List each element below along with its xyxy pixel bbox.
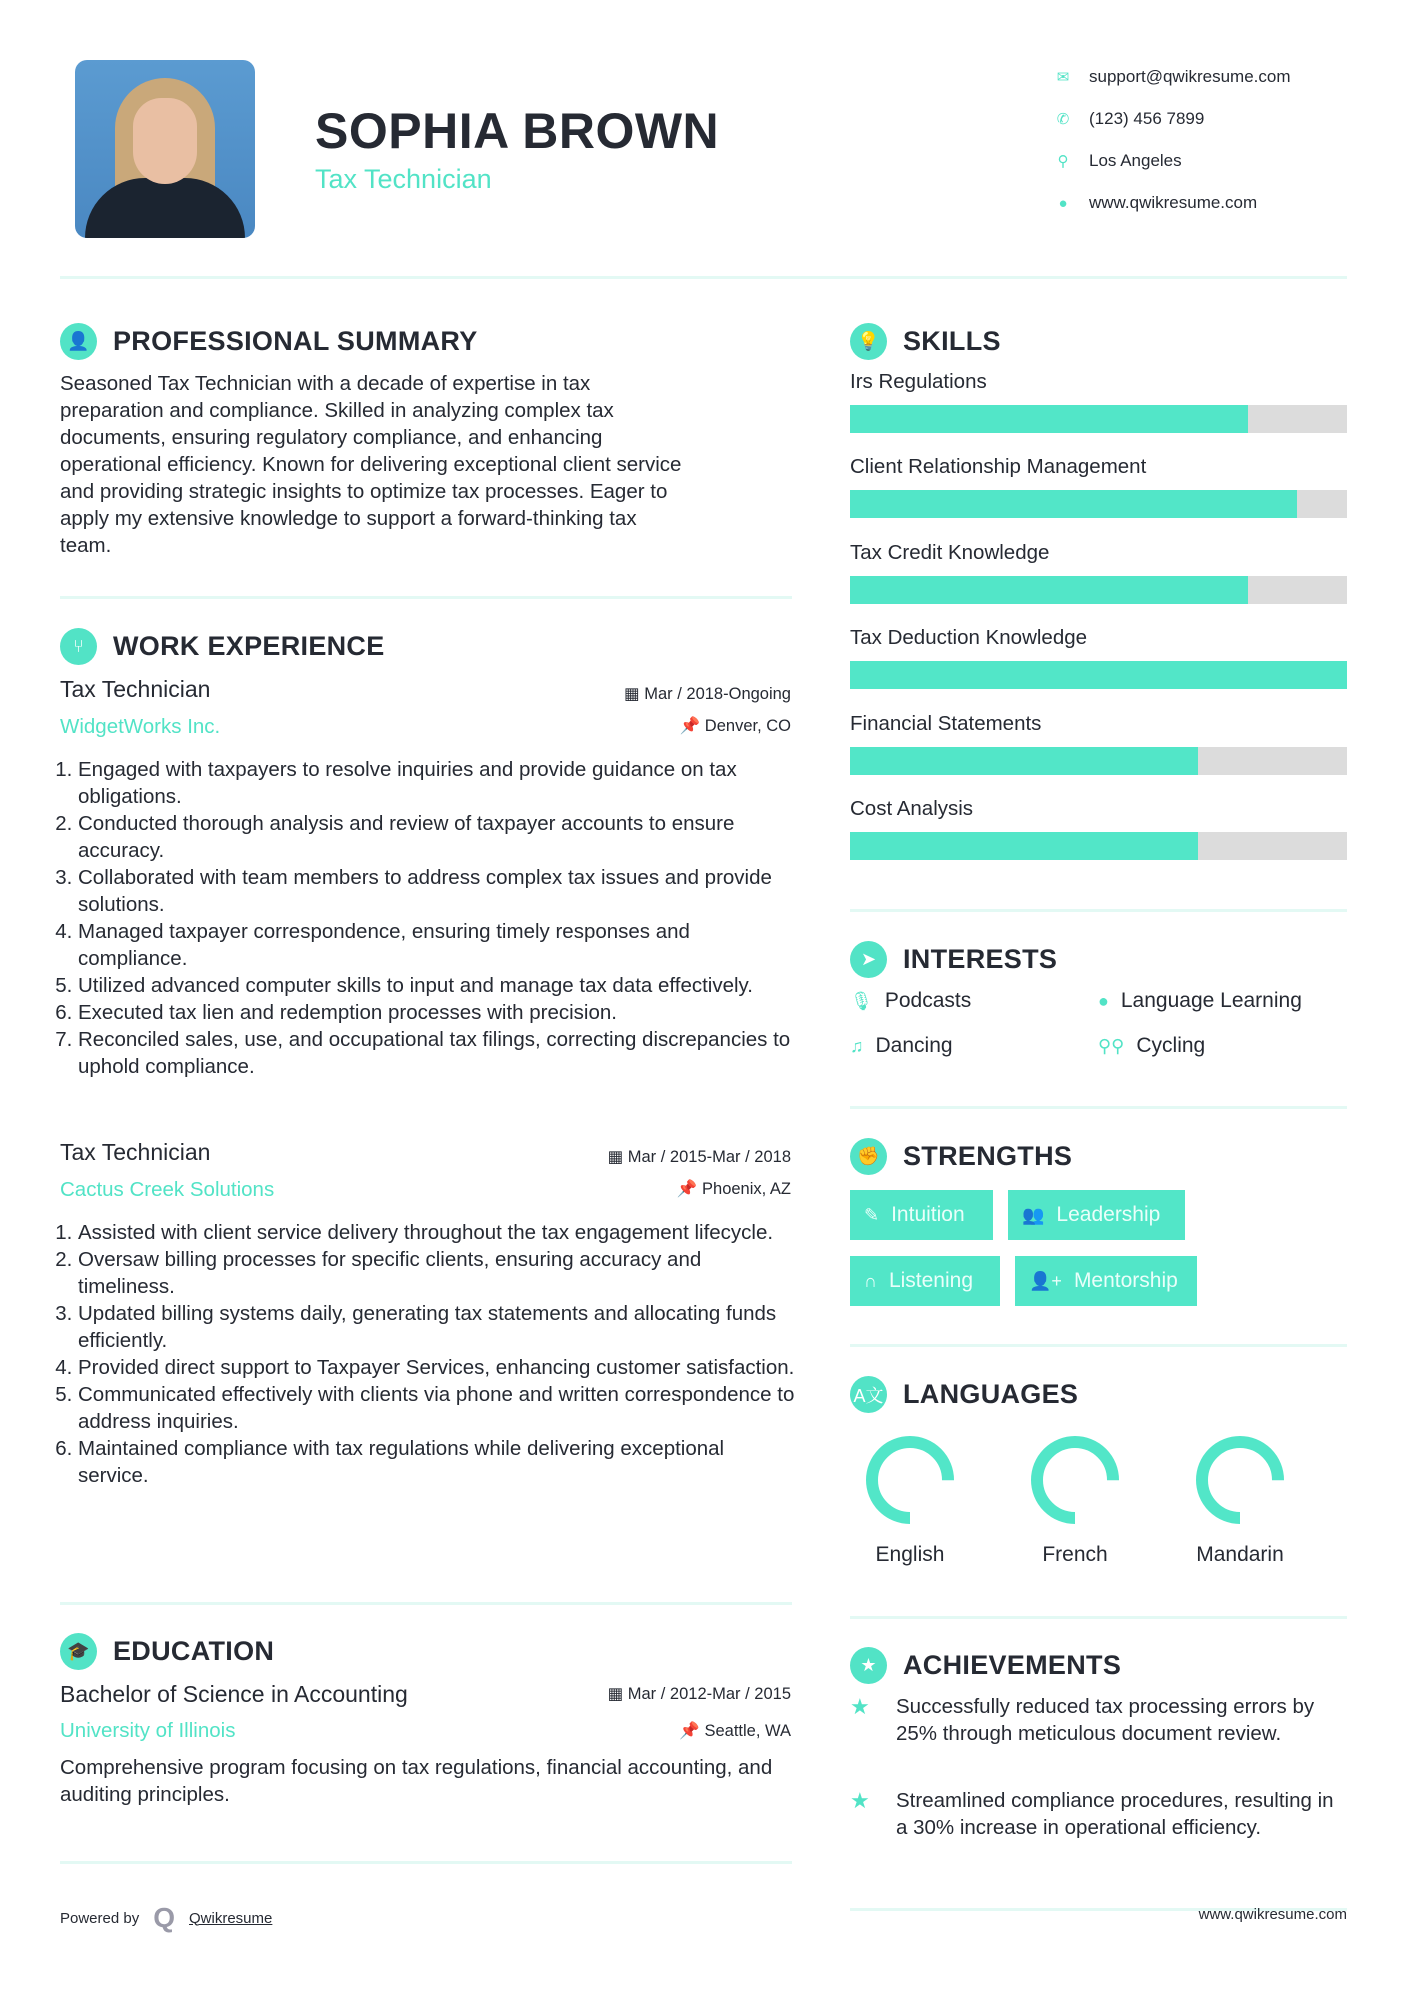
date-text: Mar / 2012-Mar / 2015 — [627, 1685, 791, 1703]
section-title: LANGUAGES — [903, 1379, 1079, 1409]
pin-icon: 📌 — [676, 1180, 703, 1198]
section-title: ACHIEVEMENTS — [903, 1650, 1122, 1680]
contact-text: support@qwikresume.com — [1089, 67, 1291, 86]
interest-item — [850, 1034, 953, 1058]
interest-item — [850, 989, 971, 1013]
date-text: Mar / 2018-Ongoing — [644, 685, 791, 703]
job-date — [608, 1147, 791, 1167]
bullet: 2. Oversaw billing processes for specific clients, ensuring accuracy and timeliness. — [78, 1246, 800, 1300]
job-title: Tax Technician — [60, 676, 211, 702]
summary-line: operational efficiency. Known for delivering exceptional client service — [60, 453, 682, 476]
skill-bar-fill — [850, 661, 1347, 689]
school-name: University of Illinois — [60, 1719, 236, 1742]
graduation-icon: 🎓 — [60, 1633, 97, 1670]
experience-heading — [60, 628, 385, 665]
skill-item — [850, 370, 1347, 455]
section-divider — [850, 1344, 1347, 1347]
section-divider — [60, 1602, 792, 1605]
achievement-text: Successfully reduced tax processing errors by 25% through meticulous document review. — [896, 1695, 1315, 1745]
summary-line: documents, ensuring regulatory compliance, and enhancing — [60, 426, 603, 449]
location-text: Phoenix, AZ — [702, 1180, 791, 1198]
bullet: 4. Managed taxpayer correspondence, ensuring timely responses and compliance. — [78, 918, 800, 972]
skills-list — [850, 370, 1347, 882]
star-icon: ★ — [850, 1788, 870, 1813]
achievement-text: Streamlined compliance procedures, resulting in a 30% increase in operational efficiency. — [896, 1789, 1334, 1839]
achievements-heading — [850, 1647, 1121, 1684]
section-title: STRENGTHS — [903, 1141, 1073, 1171]
section-divider — [850, 909, 1347, 912]
interest-label: Dancing — [875, 1034, 953, 1057]
strength-label: Listening — [888, 1269, 973, 1292]
skill-bar — [850, 661, 1347, 689]
summary-line: team. — [60, 534, 112, 557]
bullet: 2. Conducted thorough analysis and review of taxpayer accounts to ensure accuracy. — [78, 810, 800, 864]
skill-bar-fill — [850, 832, 1198, 860]
music-icon: ♫ — [850, 1035, 864, 1056]
job-title: Tax Technician — [60, 1139, 211, 1165]
calendar-icon: ▦ — [607, 1148, 628, 1166]
skill-item — [850, 712, 1347, 797]
section-title: WORK EXPERIENCE — [113, 631, 385, 661]
achievement-item — [850, 1787, 1347, 1841]
education-location — [679, 1722, 791, 1741]
headphones-icon: ∩ — [864, 1270, 877, 1291]
skill-bar-fill — [850, 747, 1198, 775]
achievement-item — [850, 1693, 1347, 1747]
job-date — [624, 684, 791, 704]
user-plus-icon: 👤+ — [1029, 1270, 1062, 1291]
education-date — [608, 1684, 791, 1704]
skill-label: Financial Statements — [850, 711, 1042, 735]
skill-label: Irs Regulations — [850, 370, 987, 393]
contact-list — [1055, 56, 1291, 224]
strength-tag — [850, 1190, 993, 1240]
powered-by-text: Powered by — [60, 1909, 140, 1927]
job-location — [677, 1180, 791, 1199]
interest-item — [1098, 989, 1302, 1013]
strengths-heading — [850, 1138, 1072, 1175]
language-ring — [1037, 1442, 1113, 1518]
interest-label: Cycling — [1136, 1034, 1206, 1057]
calendar-icon: ▦ — [624, 685, 645, 703]
interest-label: Language Learning — [1120, 989, 1302, 1012]
powered-by — [60, 1902, 272, 1934]
job-location — [680, 717, 791, 736]
star-badge-icon: ★ — [850, 1647, 887, 1684]
contact-phone[interactable] — [1055, 98, 1291, 140]
globe-icon: ● — [1098, 990, 1109, 1011]
location-text: Denver, CO — [704, 717, 791, 735]
bullet: 3. Updated billing systems daily, generating tax statements and allocating funds efficiently. — [78, 1300, 800, 1354]
skill-bar-fill — [850, 576, 1248, 604]
bullet: 1. Engaged with taxpayers to resolve inquiries and provide guidance on tax obligations. — [78, 756, 800, 810]
skill-item — [850, 541, 1347, 626]
language-icon: A文 — [850, 1376, 887, 1413]
summary-heading — [60, 323, 478, 360]
microphone-icon: 🎙 — [850, 990, 873, 1011]
globe-icon: ● — [1058, 194, 1068, 212]
candidate-name: SOPHIA BROWN — [315, 103, 720, 159]
bullet: 5. Utilized advanced computer skills to input and manage tax data effectively. — [78, 972, 800, 999]
company-name: WidgetWorks Inc. — [60, 715, 221, 738]
qwikresume-logo-icon: Q — [153, 1902, 175, 1933]
strength-label: Intuition — [891, 1203, 965, 1226]
fist-icon: ✊ — [850, 1138, 887, 1175]
interest-label: Podcasts — [884, 989, 972, 1012]
user-icon: 👤 — [60, 323, 97, 360]
education-description: Comprehensive program focusing on tax regulations, financial accounting, and auditing principles. — [60, 1756, 773, 1806]
contact-location — [1055, 140, 1291, 182]
language-label: Mandarin — [1196, 1543, 1284, 1566]
footer-website[interactable]: www.qwikresume.com — [1198, 1906, 1347, 1923]
strength-label: Leadership — [1056, 1203, 1161, 1226]
strength-tag — [1008, 1190, 1185, 1240]
strength-tag — [850, 1256, 1000, 1306]
section-divider — [60, 1861, 792, 1864]
job-bullets — [60, 756, 800, 1080]
strength-label: Mentorship — [1073, 1269, 1178, 1292]
summary-line: preparation and compliance. Skilled in analyzing complex tax — [60, 399, 614, 422]
brand-link[interactable]: Qwikresume — [189, 1909, 273, 1927]
education-heading — [60, 1633, 274, 1670]
skill-bar — [850, 490, 1347, 518]
summary-line: and providing strategic insights to optimize tax processes. Eager to — [60, 480, 668, 503]
phone-icon: ✆ — [1056, 111, 1070, 128]
lightbulb-icon: 💡 — [850, 323, 887, 360]
bullet: 5. Communicated effectively with clients via phone and written correspondence to address inquiries. — [78, 1381, 800, 1435]
skill-bar-fill — [850, 405, 1248, 433]
contact-website[interactable] — [1055, 182, 1291, 224]
bullet: 6. Executed tax lien and redemption processes with precision. — [78, 999, 800, 1026]
contact-email[interactable] — [1055, 56, 1291, 98]
section-title: EDUCATION — [113, 1636, 275, 1666]
summary-line: apply my extensive knowledge to support a forward-thinking tax — [60, 507, 637, 530]
skill-label: Tax Deduction Knowledge — [850, 626, 1088, 650]
date-text: Mar / 2015-Mar / 2018 — [627, 1148, 791, 1166]
bicycle-icon: ⚲⚲ — [1098, 1035, 1125, 1056]
section-divider — [60, 596, 792, 599]
strength-tag — [1015, 1256, 1197, 1306]
language-label: English — [875, 1543, 945, 1566]
contact-text: www.qwikresume.com — [1089, 193, 1258, 212]
language-ring — [1202, 1442, 1278, 1518]
bullet: 6. Maintained compliance with tax regulations while delivering exceptional service. — [78, 1435, 800, 1489]
paper-plane-icon: ➤ — [850, 941, 887, 978]
profile-photo — [75, 60, 255, 238]
header-divider — [60, 276, 1347, 279]
skill-label: Tax Credit Knowledge — [850, 540, 1050, 564]
candidate-title: Tax Technician — [315, 164, 492, 194]
section-title: SKILLS — [903, 326, 1001, 356]
section-title: INTERESTS — [903, 944, 1058, 974]
skill-label: Client Relationship Management — [850, 455, 1147, 479]
skill-label: Cost Analysis — [850, 796, 974, 820]
company-name: Cactus Creek Solutions — [60, 1178, 275, 1201]
skill-item — [850, 626, 1347, 711]
skill-bar-fill — [850, 490, 1297, 518]
users-icon: 👥 — [1022, 1204, 1045, 1225]
calendar-icon: ▦ — [607, 1685, 628, 1703]
magic-wand-icon: ✎ — [864, 1204, 880, 1225]
bullet: 4. Provided direct support to Taxpayer Services, enhancing customer satisfaction. — [78, 1354, 800, 1381]
job-bullets — [60, 1219, 800, 1489]
star-icon: ★ — [850, 1694, 870, 1719]
language-ring — [872, 1442, 948, 1518]
pin-icon: 📌 — [679, 1722, 705, 1740]
skill-bar — [850, 576, 1347, 604]
summary-text — [60, 370, 800, 559]
language-rings — [850, 1425, 1347, 1535]
contact-text: Los Angeles — [1089, 151, 1182, 170]
interests-heading — [850, 941, 1057, 978]
language-label: French — [1042, 1543, 1108, 1566]
languages-heading — [850, 1376, 1078, 1413]
location-text: Seattle, WA — [704, 1722, 791, 1740]
skill-bar — [850, 405, 1347, 433]
bullet: 1. Assisted with client service delivery throughout the tax engagement lifecycle. — [78, 1219, 800, 1246]
section-divider — [850, 1106, 1347, 1109]
bullet: 3. Collaborated with team members to address complex tax issues and provide solutions. — [78, 864, 800, 918]
section-divider — [850, 1616, 1347, 1619]
degree-title: Bachelor of Science in Accounting — [60, 1681, 408, 1707]
pin-icon: 📌 — [679, 717, 705, 735]
map-marker-icon: ⚲ — [1057, 153, 1069, 170]
bullet: 7. Reconciled sales, use, and occupational tax filings, correcting discrepancies to uphold compliance. — [78, 1026, 800, 1080]
skills-heading — [850, 323, 1001, 360]
summary-line: Seasoned Tax Technician with a decade of expertise in tax — [60, 372, 591, 395]
envelope-icon: ✉ — [1056, 69, 1070, 86]
skill-bar — [850, 832, 1347, 860]
skill-bar — [850, 747, 1347, 775]
skill-item — [850, 797, 1347, 882]
interest-item — [1098, 1034, 1205, 1058]
section-title: PROFESSIONAL SUMMARY — [113, 326, 478, 356]
chair-icon: ⑂ — [60, 628, 97, 665]
skill-item — [850, 455, 1347, 540]
contact-text: (123) 456 7899 — [1089, 109, 1205, 128]
